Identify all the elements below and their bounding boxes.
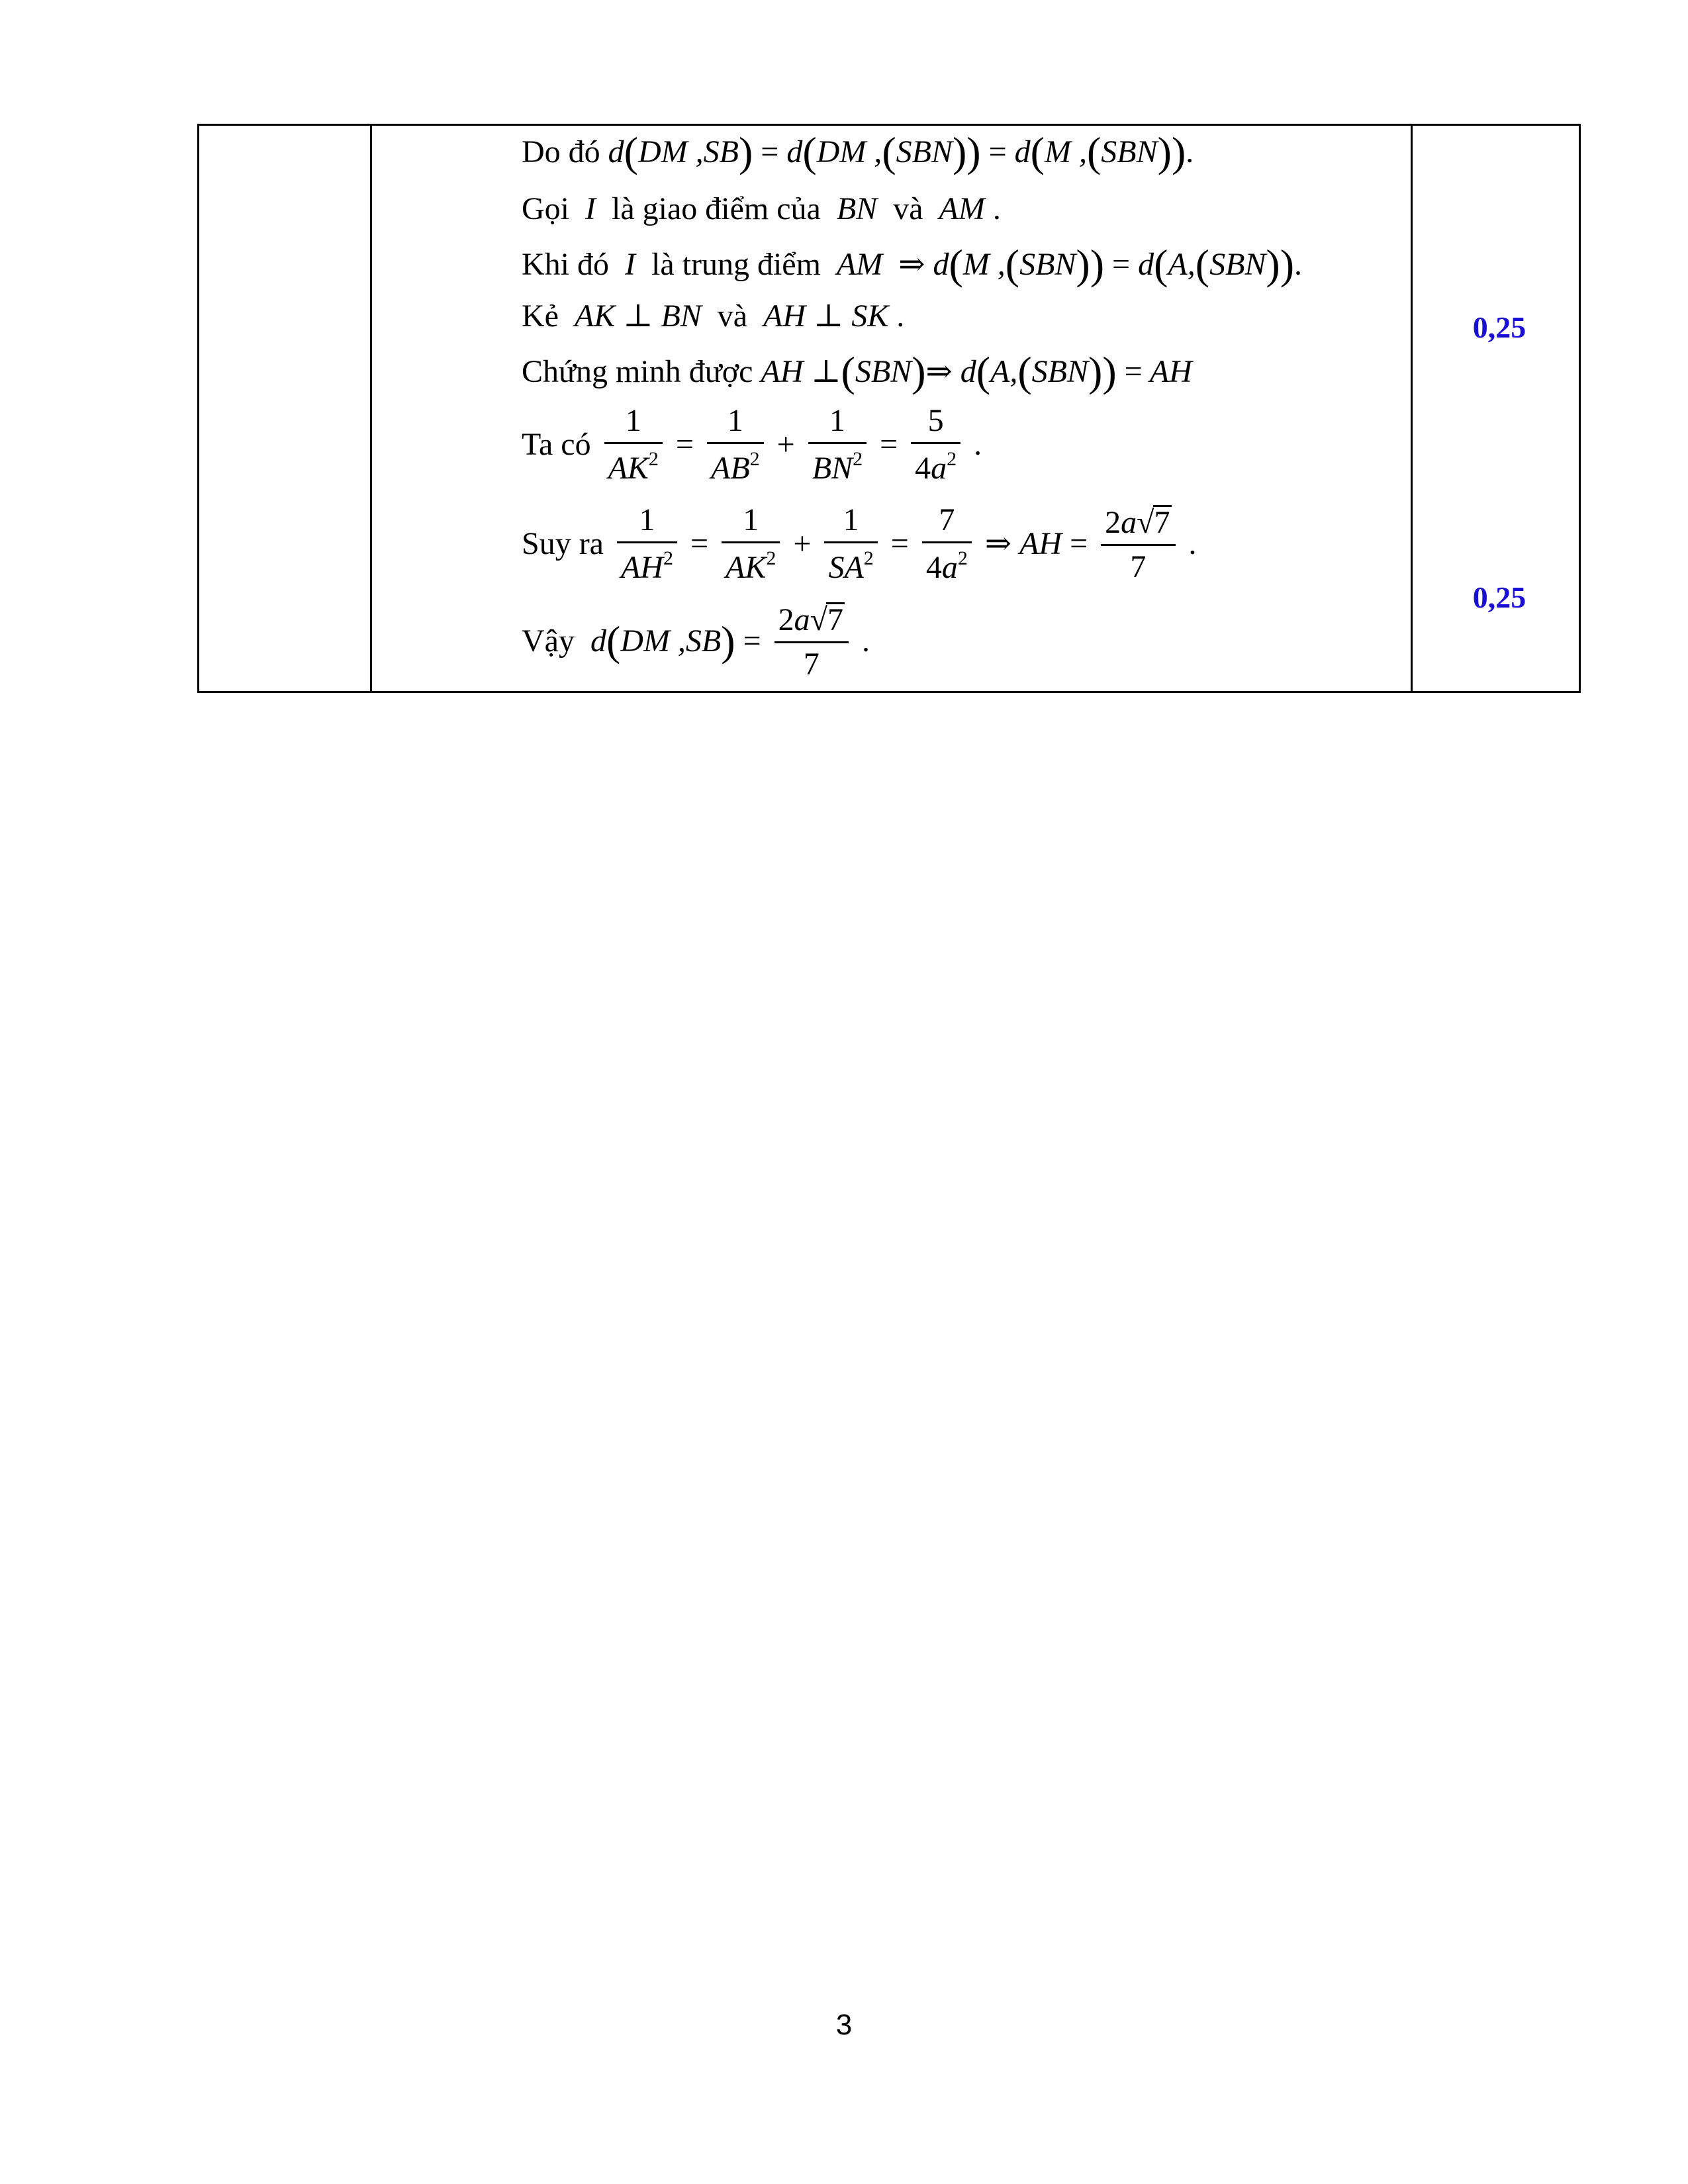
line-lead: Khi đó — [522, 247, 609, 282]
line-lead: Gọi — [522, 191, 569, 226]
math-expression: AH ⊥(SBN)⇒ d(A,(SBN)) = AH — [761, 348, 1192, 395]
line-lead: Chứng minh được — [522, 354, 753, 389]
fraction: $\frac{1}{SA^2}$ — [824, 504, 877, 584]
line-suy-ra: Suy ra $\frac{1}{AH^2}$ = $\frac{1}{AK^2}$ + $\frac{1}{SA^2}$ = $\frac{7}{4a^2}$ ⇒ AH = $\frac{2a√7}{7}$ . — [522, 502, 1197, 585]
column-divider — [1411, 126, 1413, 691]
fraction: $\frac{2a√7}{7}$ — [1101, 505, 1175, 583]
math-expression: d(DM ,SB) = d(DM ,(SBN)) = d(M ,(SBN)). — [608, 128, 1194, 175]
fraction: $\frac{5}{4a^2}$ — [911, 405, 961, 484]
fraction: $\frac{7}{4a^2}$ — [922, 504, 972, 584]
line-lead: Vậy — [522, 623, 575, 659]
math-expression: AM ⇒ d(M ,(SBN)) = d(A,(SBN)). — [828, 241, 1303, 288]
line-khi-do: Khi đó I là trung điểm AM ⇒ d(M ,(SBN)) = d(A,(SBN)). — [522, 241, 1303, 288]
line-do-do — [522, 128, 1194, 175]
fraction: $\frac{1}{AK^2}$ — [722, 504, 780, 584]
line-ta-co: Ta có $\frac{1}{AK^2}$ = $\frac{1}{AB^2}$ + $\frac{1}{BN^2}$ = $\frac{5}{4a^2}$ . — [522, 403, 982, 486]
fraction: $\frac{2a√7}{7}$ — [774, 602, 849, 680]
line-lead: Do đó — [522, 134, 600, 169]
line-lead: Ta có — [522, 427, 591, 462]
fraction: $\frac{1}{AB^2}$ — [707, 405, 764, 484]
fraction: $\frac{1}{AK^2}$ — [604, 405, 663, 484]
line-lead: Suy ra — [522, 526, 604, 561]
line-chung-minh — [522, 348, 1192, 395]
column-divider — [370, 126, 372, 691]
page-number: 3 — [835, 2009, 853, 2041]
line-goi: Gọi I là giao điểm của BN và AM . — [522, 191, 1001, 226]
line-vay: Vậy d(DM ,SB) = $\frac{2a√7}{7}$ . — [522, 602, 870, 682]
fraction: $\frac{1}{AH^2}$ — [617, 504, 677, 584]
line-ke: Kẻ AK ⊥ BN và AH ⊥ SK . — [522, 298, 905, 334]
score-label: 0,25 — [1472, 310, 1526, 344]
line-lead: Kẻ — [522, 298, 559, 334]
fraction: $\frac{1}{BN^2}$ — [808, 405, 867, 484]
score-label: 0,25 — [1472, 580, 1526, 614]
